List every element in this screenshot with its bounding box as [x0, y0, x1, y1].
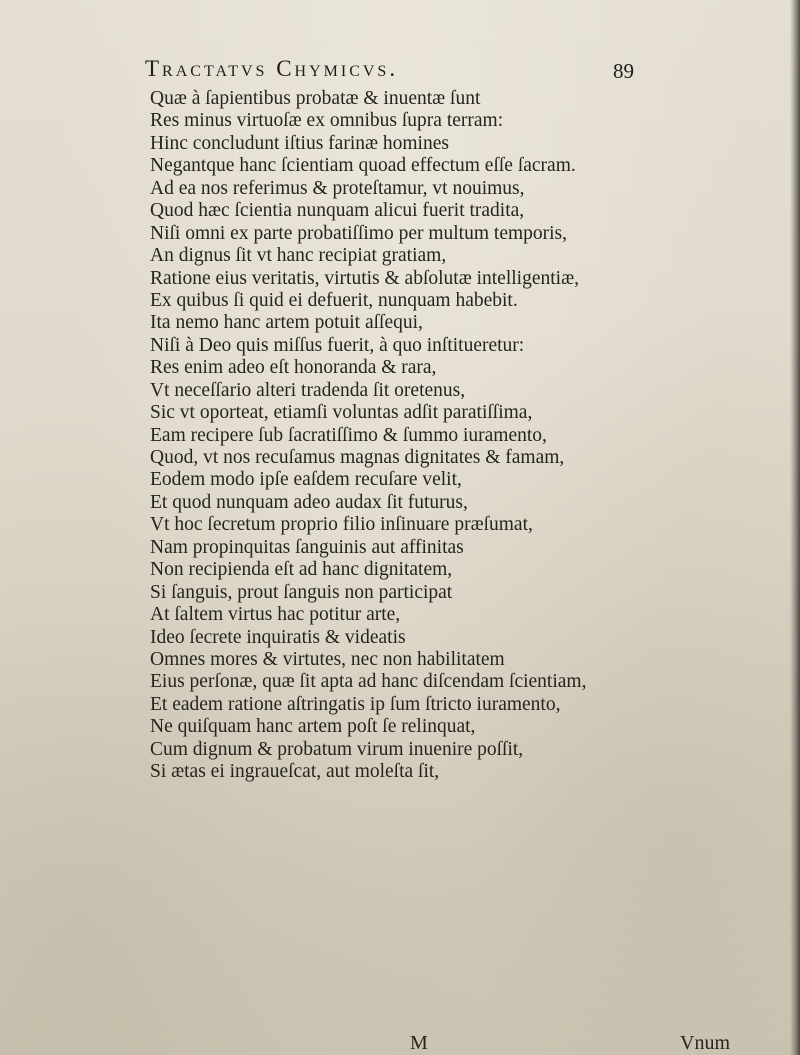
- text-line: Quæ à ſapientibus probatæ & inuentæ ſunt: [150, 88, 481, 109]
- text-line: Si ætas ei ingraueſcat, aut moleſta ſit,: [150, 761, 440, 783]
- text-line: Omnes mores & virtutes, nec non habilitatem: [150, 648, 505, 670]
- text-line: Et eadem ratione aſtringatis ip ſum ſtricto iuramento,: [150, 693, 561, 715]
- text-line: Eius perſonæ, quæ ſit apta ad hanc diſcendam ſcientiam,: [150, 671, 587, 693]
- text-line: Eam recipere ſub ſacratiſſimo & ſummo iuramento,: [150, 424, 547, 446]
- text-line: Vt hoc ſecretum proprio filio inſinuare præſumat,: [150, 514, 533, 536]
- text-line: Eodem modo ipſe eaſdem recuſare velit,: [150, 469, 462, 491]
- signature-mark: M: [410, 1032, 428, 1054]
- text-line: Niſi à Deo quis miſſus fuerit, à quo inſtitueretur:: [150, 334, 525, 356]
- text-line: Si ſanguis, prout ſanguis non participat: [150, 581, 453, 603]
- text-line: Ex quibus ſi quid ei defuerit, nunquam habebit.: [150, 289, 518, 311]
- page-footer: [150, 1032, 770, 1054]
- text-line: Quod hæc ſcientia nunquam alicui fuerit tradita,: [150, 200, 525, 222]
- text-line: Non recipienda eſt ad hanc dignitatem,: [150, 559, 453, 581]
- text-line: At ſaltem virtus hac potitur arte,: [150, 604, 401, 626]
- page-edge-shadow: [790, 0, 800, 1055]
- page-number: 89: [613, 59, 634, 83]
- page-header: [145, 56, 625, 86]
- text-line: Ne quiſquam hanc artem poſt ſe relinquat,: [150, 716, 476, 738]
- text-line: Ratione eius veritatis, virtutis & abſolutæ intelligentiæ,: [150, 267, 579, 289]
- text-line: Res enim adeo eſt honoranda & rara,: [150, 357, 437, 379]
- text-line: Niſi omni ex parte probatiſſimo per multum temporis,: [150, 222, 568, 244]
- text-line: An dignus ſit vt hanc recipiat gratiam,: [150, 245, 447, 267]
- text-line: Sic vt oporteat, etiamſi voluntas adſit paratiſſima,: [150, 402, 533, 424]
- text-line: Ad ea nos referimus & proteſtamur, vt nouimus,: [150, 177, 525, 199]
- text-line: Vt neceſſario alteri tradenda ſit oretenus,: [150, 379, 466, 401]
- text-line: Ideo ſecrete inquiratis & videatis: [150, 626, 406, 648]
- verse-text: [150, 88, 770, 784]
- catchword: Vnum: [680, 1032, 730, 1054]
- text-line: Ita nemo hanc artem potuit aſſequi,: [150, 312, 423, 334]
- text-line: Et quod nunquam adeo audax ſit futurus,: [150, 491, 468, 513]
- text-line: Negantque hanc ſcientiam quoad effectum eſſe ſacram.: [150, 155, 576, 177]
- text-line: Res minus virtuoſæ ex omnibus ſupra terram:: [150, 110, 504, 132]
- text-line: Cum dignum & probatum virum inuenire poſſit,: [150, 738, 524, 760]
- text-line: Quod, vt nos recuſamus magnas dignitates & famam,: [150, 447, 565, 468]
- text-line: Nam propinquitas ſanguinis aut affinitas: [150, 536, 464, 558]
- running-title: Tractatvs Chymicvs.: [145, 56, 399, 81]
- text-line: Hinc concludunt iſtius farinæ homines: [150, 132, 449, 154]
